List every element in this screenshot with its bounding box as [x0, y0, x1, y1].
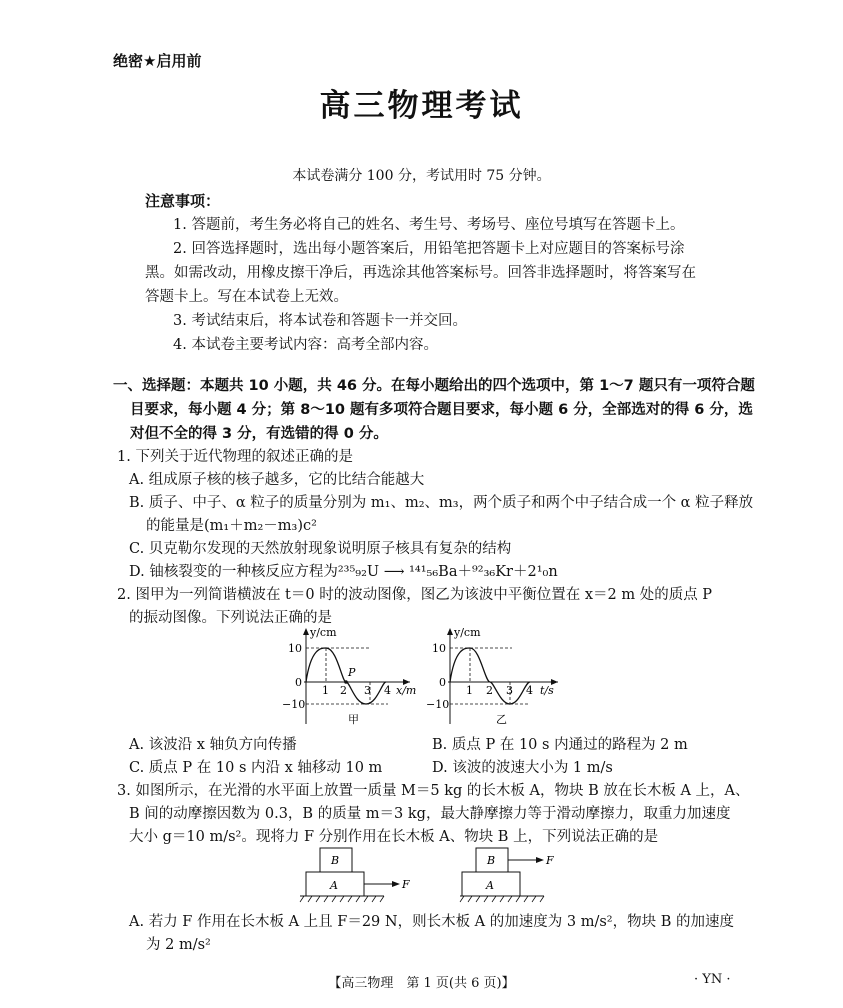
block-a-label: A — [486, 879, 494, 892]
jia-ytick: 0 — [295, 676, 302, 689]
yi-xtick: 3 — [506, 684, 513, 697]
exam-subtitle: 本试卷满分 100 分，考试用时 75 分钟。 — [292, 168, 551, 184]
jia-xtick: 4 — [384, 684, 391, 697]
q1-option-c: C. 贝克勒尔发现的天然放射现象说明原子核具有复杂的结构 — [129, 541, 512, 557]
q2-option-b: B. 质点 P 在 10 s 内通过的路程为 2 m — [432, 737, 688, 753]
section-heading-line: 目要求，每小题 4 分；第 8～10 题有多项符合题目要求，每小题 6 分，全部选对的得 6 分，选 — [130, 402, 753, 418]
yi-ytick: 0 — [439, 676, 446, 689]
block-figure-right — [460, 844, 590, 906]
secret-mark: 绝密★启用前 — [113, 52, 202, 70]
q3-stem-cont: 大小 g＝10 m/s²。现将力 F 分别作用在长木板 A、物块 B 上，下列说法正确的是 — [129, 829, 659, 845]
point-p-label: P — [348, 666, 356, 679]
vibration-figure-yi — [426, 624, 580, 728]
force-f-label: F — [546, 854, 554, 867]
yi-caption: 乙 — [496, 713, 507, 726]
jia-xtick: 2 — [340, 684, 347, 697]
yi-ytick: 10 — [432, 642, 446, 655]
jia-ytick: −10 — [282, 698, 306, 711]
note-line: 4. 本试卷主要考试内容：高考全部内容。 — [173, 337, 438, 353]
jia-xtick: 1 — [322, 684, 329, 697]
note-line: 答题卡上。写在本试卷上无效。 — [145, 289, 348, 305]
jia-xlabel: x/m — [396, 684, 417, 697]
q1-option-a: A. 组成原子核的核子越多，它的比结合能越大 — [129, 472, 425, 488]
exam-title: 高三物理考试 — [319, 88, 524, 124]
q2-stem-cont: 的振动图像。下列说法正确的是 — [129, 610, 332, 626]
wave-figure-jia — [282, 624, 432, 728]
note-line: 2. 回答选择题时，选出每小题答案后，用铅笔把答题卡上对应题目的答案标号涂 — [173, 241, 685, 257]
force-f-label: F — [402, 878, 410, 891]
yi-ylabel: y/cm — [454, 626, 481, 639]
yi-xtick: 1 — [466, 684, 473, 697]
q2-option-a: A. 该波沿 x 轴负方向传播 — [129, 737, 297, 753]
q1-option-b: B. 质子、中子、α 粒子的质量分别为 m₁、m₂、m₃，两个质子和两个中子结合成一个 α 粒子释放 — [129, 495, 754, 511]
yi-ytick: −10 — [426, 698, 450, 711]
q2-option-d: D. 该波的波速大小为 1 m/s — [432, 760, 613, 776]
notes-heading: 注意事项： — [145, 192, 221, 210]
q1-stem: 1. 下列关于近代物理的叙述正确的是 — [117, 449, 353, 465]
q3-option-a: A. 若力 F 作用在长木板 A 上且 F＝29 N，则长木板 A 的加速度为 3 m/s²，物块 B 的加速度 — [129, 914, 734, 930]
section-heading-line: 对但不全的得 3 分，有选错的得 0 分。 — [130, 426, 388, 442]
q3-stem: 3. 如图所示，在光滑的水平面上放置一质量 M＝5 kg 的长木板 A，物块 B 放在长木板 A 上，A、 — [117, 783, 750, 799]
note-line: 黑。如需改动，用橡皮擦干净后，再选涂其他答案标号。回答非选择题时，将答案写在 — [145, 265, 696, 281]
jia-ytick: 10 — [288, 642, 302, 655]
block-b-label: B — [331, 854, 340, 867]
q3-stem-cont: B 间的动摩擦因数为 0.3，B 的质量 m＝3 kg，最大静摩擦力等于滑动摩擦力，取重力加速度 — [129, 806, 731, 822]
section-heading: 一、选择题：本题共 10 小题，共 46 分。在每小题给出的四个选项中，第 1～7 题只有一项符合题 — [113, 378, 755, 394]
q1-option-d: D. 铀核裂变的一种核反应方程为²³⁵₉₂U ⟶ ¹⁴¹₅₆Ba＋⁹²₃₆Kr＋2¹₀n — [129, 564, 558, 580]
jia-xtick: 3 — [364, 684, 371, 697]
jia-caption: 甲 — [348, 713, 359, 726]
block-figure-left — [300, 844, 430, 906]
yi-xlabel: t/s — [540, 684, 554, 697]
q3-option-a-cont: 为 2 m/s² — [146, 937, 211, 953]
q1-option-b-cont: 的能量是(m₁＋m₂－m₃)c² — [146, 518, 317, 534]
block-b-label: B — [487, 854, 496, 867]
jia-ylabel: y/cm — [310, 626, 337, 639]
note-line: 3. 考试结束后，将本试卷和答题卡一并交回。 — [173, 313, 467, 329]
q2-option-c: C. 质点 P 在 10 s 内沿 x 轴移动 10 m — [129, 760, 383, 776]
yi-xtick: 2 — [486, 684, 493, 697]
q2-stem: 2. 图甲为一列简谐横波在 t＝0 时的波动图像，图乙为该波中平衡位置在 x＝2 m 处的质点 P — [117, 587, 713, 603]
note-line: 1. 答题前，考生务必将自己的姓名、考生号、考场号、座位号填写在答题卡上。 — [173, 217, 685, 233]
page-footer: 【高三物理 第 1 页(共 6 页)】 — [328, 976, 515, 991]
yi-xtick: 4 — [526, 684, 533, 697]
block-a-label: A — [330, 879, 338, 892]
footer-code: · YN · — [694, 972, 731, 987]
